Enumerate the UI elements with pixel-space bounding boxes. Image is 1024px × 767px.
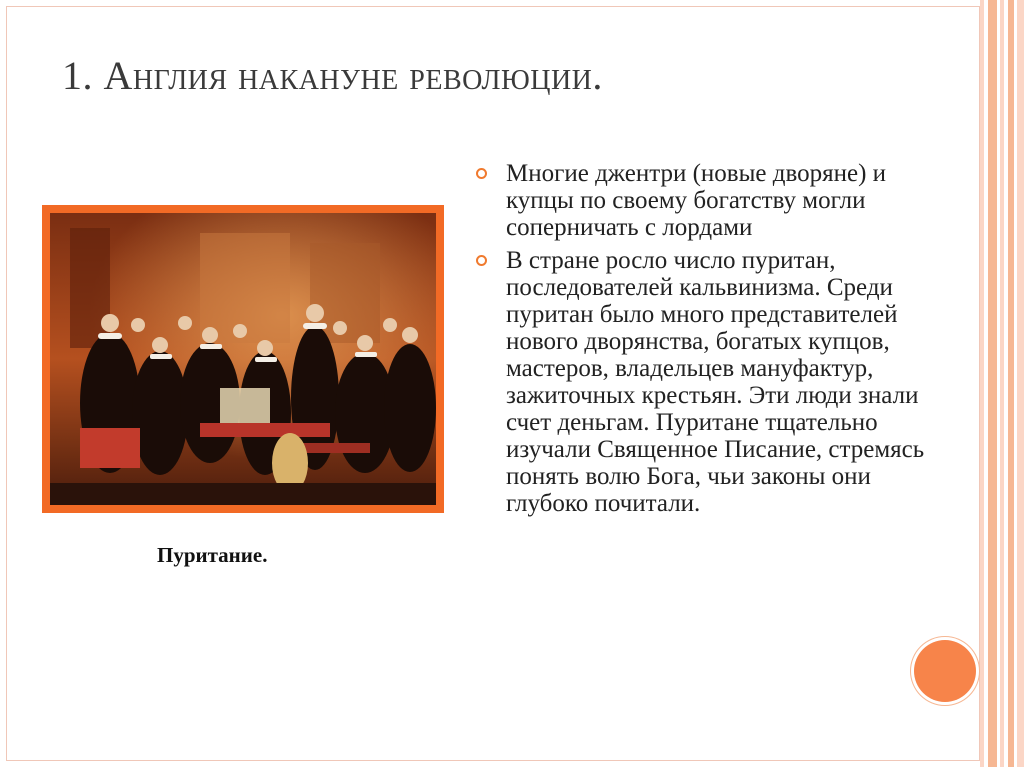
bullet-text: В стране росло число пуритан, последователей кальвинизма. Среди пуритан было много представителей нового дворянства, богатых купцов, мастеров, владельцев мануфактур, зажиточных крестьян. Эти люди знали счет деньгам. Пуритане тщательно изучали Священное Писание, стремясь понять волю Бога, чьи законы они глубоко почитали. xyxy=(506,247,925,517)
bullet-text: Многие джентри (новые дворяне) и купцы по своему богатству могли соперничать с лордами xyxy=(506,160,887,241)
side-decoration-stripes xyxy=(980,0,1024,767)
puritans-painting xyxy=(42,205,444,513)
hollow-circle-bullet-icon xyxy=(476,168,487,179)
bullet-item xyxy=(476,247,931,517)
hollow-circle-bullet-icon xyxy=(476,255,487,266)
image-caption: Пуритание. xyxy=(157,543,268,567)
bullet-item xyxy=(476,160,931,241)
slide-title: 1. Англия накануне революции. xyxy=(62,53,603,98)
bullet-list xyxy=(476,160,931,523)
orange-circle-icon xyxy=(914,640,976,702)
